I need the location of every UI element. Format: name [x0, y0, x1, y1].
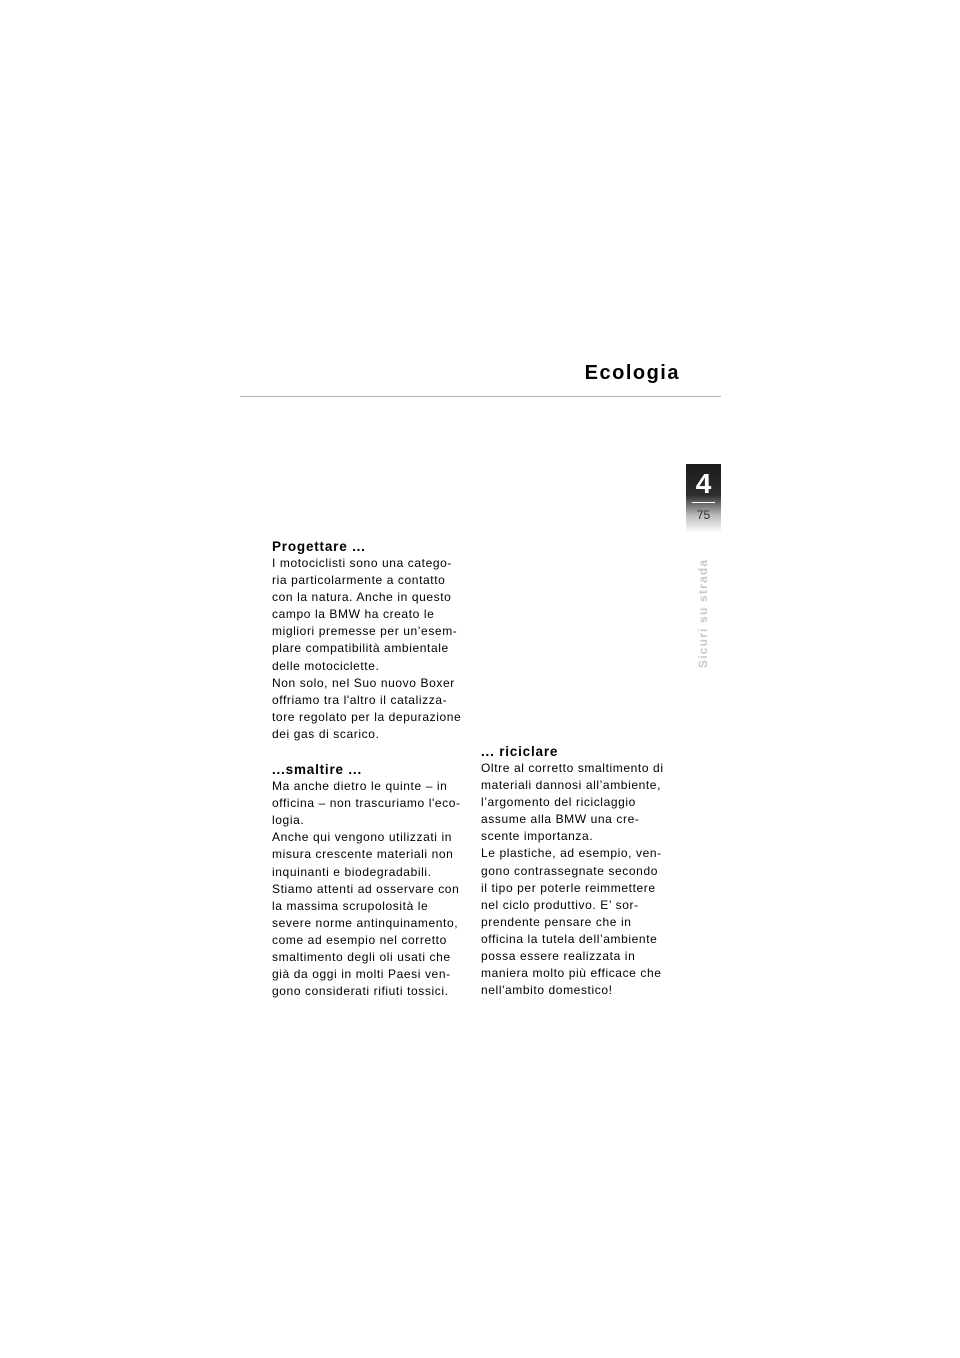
- section-heading-smaltire: ...smaltire ...: [272, 762, 363, 778]
- title-divider: [240, 396, 721, 397]
- left-column: [272, 539, 478, 1000]
- section-heading-riciclare: ... riciclare: [481, 744, 559, 759]
- chapter-tab: [686, 464, 721, 533]
- section-body-riciclare: Oltre al corretto smaltimento di materiali dannosi all’ambiente, l’argomento del riciclaggio assume alla BMW una cre- scente importanza. Le plastiche, ad esempio, ven- gono contrassegnate secondo il tipo per poterle reimmettere nel ciclo produttivo. E’ sor- prendente pensare che in officina la tutela dell’ambiente possa essere realizzata in maniera molto più efficace che nell'ambito domestico!: [481, 761, 664, 998]
- page-number: 75: [696, 508, 711, 522]
- section-heading-progettare: Progettare ...: [272, 539, 366, 554]
- section-body-smaltire: Ma anche dietro le quinte – in officina – non trascuriamo l'eco- logia. Anche qui vengono utilizzati in misura crescente materiali non inquinanti e biodegradabili. Stiamo attenti ad osservare con la massima scrupolosità le severe norme antinquinamento, come ad esempio nel corretto smaltimento degli oli usati che già da oggi in molti Paesi ven- gono considerati rifiuti tossici.: [272, 779, 461, 999]
- section-body-progettare: I motociclisti sono una catego- ria particolarmente a contatto con la natura. Anche in questo campo la BMW ha creato le migliori premesse per un’esem- plare compatibilità ambientale delle motociclette. Non solo, nel Suo nuovo Boxer offriamo tra l'altro il catalizza- tore regolato per la depurazione dei gas di scarico.: [272, 556, 462, 741]
- chapter-side-label: Sicuri su strada: [696, 558, 710, 668]
- right-column: [481, 744, 687, 999]
- chapter-number: 4: [695, 468, 712, 499]
- page-title: Ecologia: [584, 362, 680, 384]
- chapter-divider: [692, 502, 715, 503]
